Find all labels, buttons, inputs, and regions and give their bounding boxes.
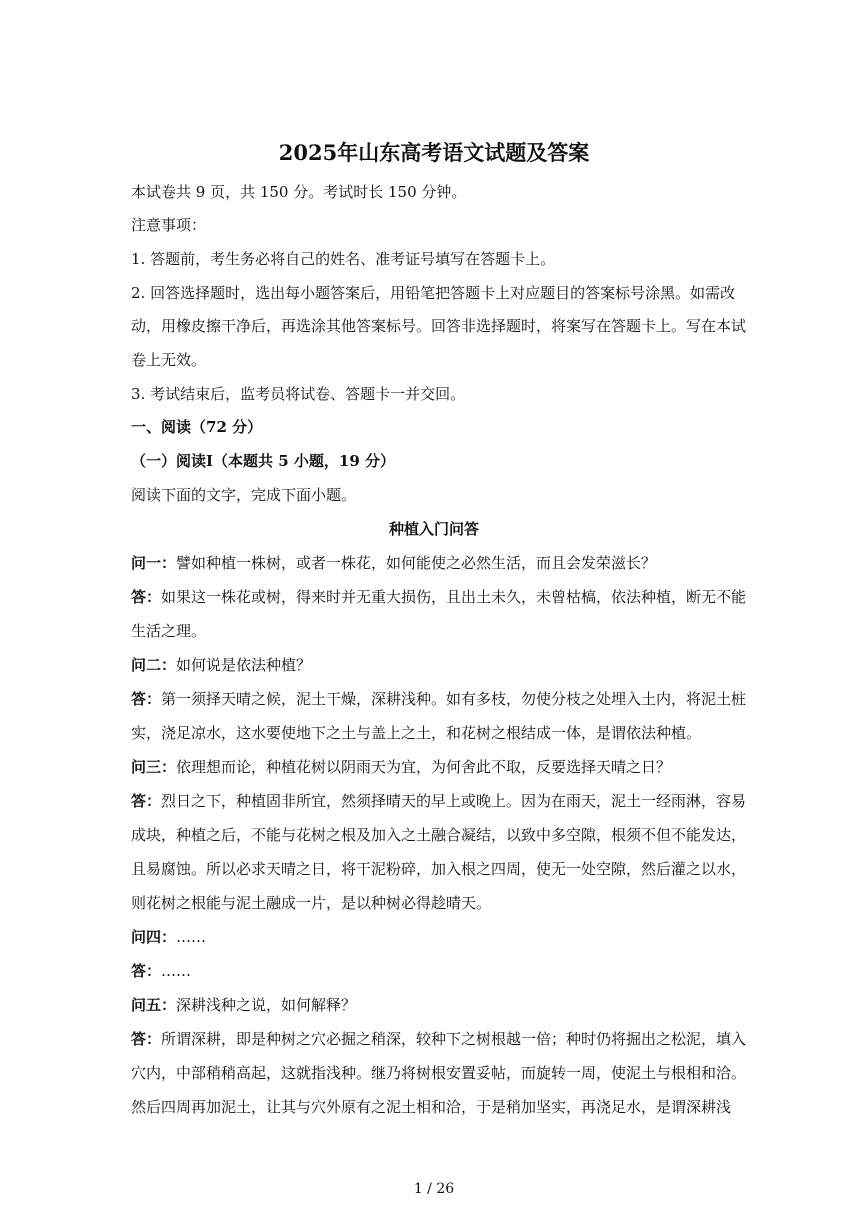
- answer-5-cont-2: 然后四周再加泥土，让其与穴外原有之泥土相和洽，于是稍加坚实，再浇足水，是谓深耕浅: [131, 1098, 732, 1116]
- notice-item-2: 2. 回答选择题时，选出每小题答案后，用铅笔把答题卡上对应题目的答案标号涂黑。如需改: [131, 284, 736, 302]
- reading-instruction: 阅读下面的文字，完成下面小题。: [131, 486, 357, 504]
- answer-3-cont-2: 且易腐蚀。所以必求天晴之日，将干泥粉碎，加入根之四周，使无一处空隙，然后灌之以水，: [131, 860, 747, 878]
- exam-intro: 本试卷共 9 页，共 150 分。考试时长 150 分钟。: [131, 183, 467, 201]
- answer-5-cont-1: 穴内，中部稍稍高起，这就指浅种。继乃将树根安置妥帖，而旋转一周，使泥土与根相和洽。: [131, 1064, 747, 1082]
- section-heading: 一、阅读（72 分）: [131, 418, 263, 436]
- answer-3-cont-3: 则花树之根能与泥土融成一片，是以种树必得趁晴天。: [131, 894, 492, 912]
- question-4: 问四：……: [131, 928, 207, 946]
- answer-1-cont: 生活之理。: [131, 622, 207, 640]
- page-title: 2025年山东高考语文试题及答案: [278, 140, 590, 165]
- notice-item-2-cont: 动，用橡皮擦干净后，再选涂其他答案标号。回答非选择题时，将案写在答题卡上。写在本试: [131, 317, 747, 335]
- answer-3: 答：烈日之下，种植固非所宜，然须择晴天的早上或晚上。因为在雨天，泥土一经雨淋，容易: [131, 792, 747, 810]
- question-1: 问一：譬如种植一株树，或者一株花，如何能使之必然生活，而且会发荣滋长？: [131, 554, 657, 572]
- answer-4: 答：……: [131, 962, 192, 980]
- notice-item-2-end: 卷上无效。: [131, 351, 207, 369]
- question-3: 问三：依理想而论，种植花树以阴雨天为宜，为何舍此不取，反要选择天晴之日？: [131, 758, 672, 776]
- question-5: 问五：深耕浅种之说，如何解释？: [131, 996, 357, 1014]
- notice-item-3: 3. 考试结束后，监考员将试卷、答题卡一并交回。: [131, 385, 466, 403]
- answer-2: 答：第一须择天晴之候，泥土干燥，深耕浅种。如有多枝，勿使分枝之处埋入土内，将泥土桩: [131, 690, 747, 708]
- answer-2-cont: 实，浇足凉水，这水要使地下之土与盖上之土，和花树之根结成一体，是谓依法种植。: [131, 724, 702, 742]
- notice-heading: 注意事项：: [131, 216, 207, 234]
- notice-item-1: 1. 答题前，考生务必将自己的姓名、准考证号填写在答题卡上。: [131, 250, 556, 268]
- question-2: 问二：如何说是依法种植？: [131, 656, 312, 674]
- page-number: 1 / 26: [413, 1181, 455, 1197]
- answer-1: 答：如果这一株花或树，得来时并无重大损伤，且出土未久，未曾枯槁，依法种植，断无不能: [131, 588, 747, 606]
- passage-title: 种植入门问答: [388, 520, 479, 538]
- subsection-heading: （一）阅读Ⅰ（本题共 5 小题，19 分）: [131, 452, 395, 470]
- answer-5: 答：所谓深耕，即是种树之穴必掘之稍深，较种下之树根越一倍；种时仍将掘出之松泥，填入: [131, 1030, 747, 1048]
- answer-3-cont-1: 成块，种植之后，不能与花树之根及加入之土融合凝结，以致中多空隙，根须不但不能发达，: [131, 826, 747, 844]
